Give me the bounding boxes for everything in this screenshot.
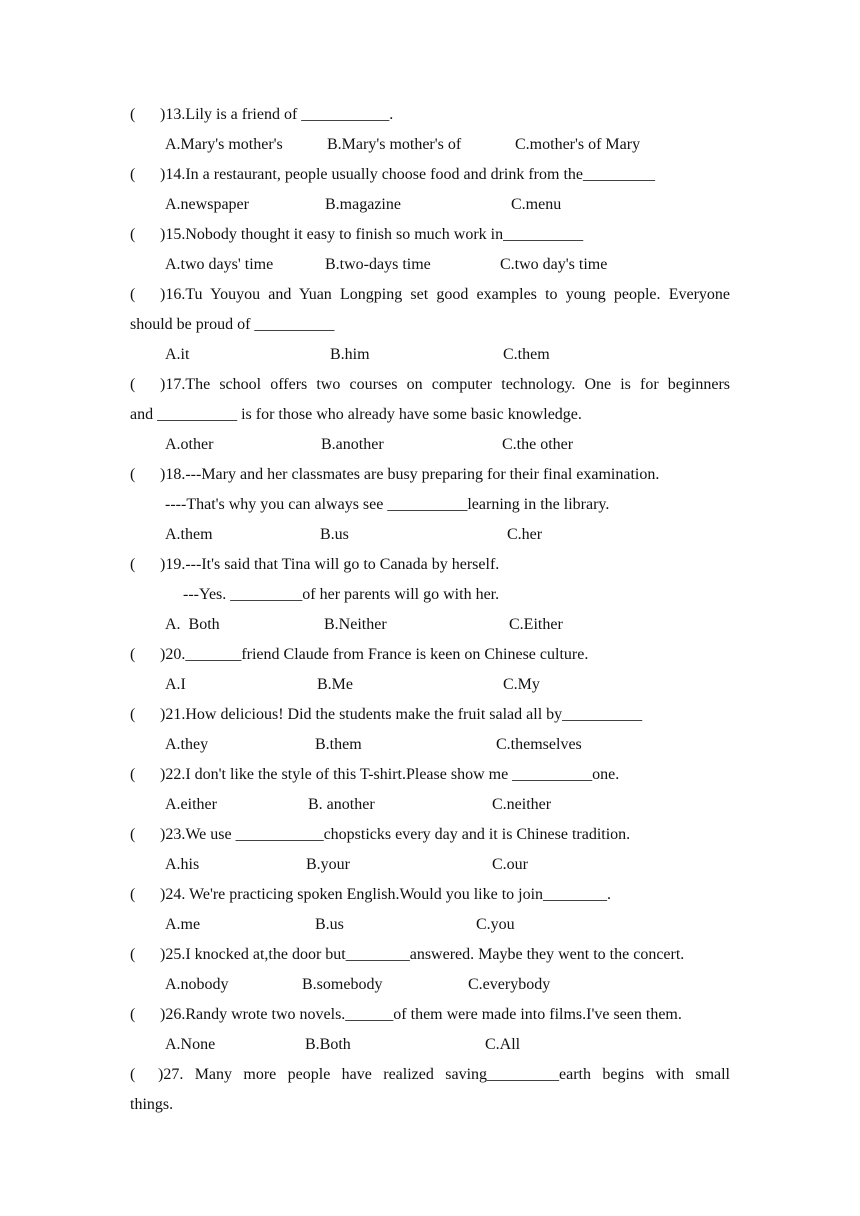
question-15 — [130, 220, 730, 250]
question-stem: )14.In a restaurant, people usually choose food and drink from the_________ — [160, 166, 655, 183]
question-stem: )24. We're practicing spoken English.Would you like to join________. — [160, 886, 612, 903]
options-24 — [130, 910, 730, 940]
question-stem: )17.The school offers two courses on computer technology. One is for beginners — [160, 376, 730, 393]
question-stem: )13.Lily is a friend of ___________. — [160, 106, 394, 123]
question-stem: )27. Many more people have realized saving_________earth begins with small — [158, 1066, 730, 1083]
question-14 — [130, 160, 730, 190]
option-b: B.us — [315, 916, 344, 933]
option-b: B.us — [320, 526, 349, 543]
option-b: B.your — [306, 856, 350, 873]
option-c: C.Either — [509, 616, 563, 633]
options-25 — [130, 970, 730, 1000]
option-c: C.you — [476, 916, 515, 933]
option-b: B.Mary's mother's of — [327, 136, 462, 153]
options-16 — [130, 340, 730, 370]
question-stem: )18.---Mary and her classmates are busy preparing for their final examination. — [160, 466, 660, 483]
answer-bracket: ( — [130, 466, 136, 483]
answer-bracket: ( — [130, 106, 136, 123]
question-18 — [130, 460, 730, 490]
answer-bracket: ( — [130, 706, 136, 723]
option-c: C.mother's of Mary — [515, 136, 641, 153]
answer-bracket: ( — [130, 1066, 136, 1083]
options-19 — [130, 610, 730, 640]
option-c: C.the other — [502, 436, 574, 453]
question-25 — [130, 940, 730, 970]
option-b: B.Both — [305, 1036, 351, 1053]
question-27-continued: things. — [130, 1096, 174, 1113]
options-22 — [130, 790, 730, 820]
option-c: C.All — [485, 1036, 521, 1053]
answer-bracket: ( — [130, 946, 136, 963]
options-14 — [130, 190, 730, 220]
option-a: A.me — [165, 916, 201, 933]
option-b: B. another — [308, 796, 375, 813]
question-stem: )16.Tu Youyou and Yuan Longping set good examples to young people. Everyone — [160, 286, 730, 303]
answer-bracket: ( — [130, 646, 136, 663]
option-b: B.somebody — [302, 976, 383, 993]
option-c: C.menu — [511, 196, 562, 213]
answer-bracket: ( — [130, 556, 136, 573]
options-17 — [130, 430, 730, 460]
question-22 — [130, 760, 730, 790]
question-18-response: ----That's why you can always see __________learning in the library. — [165, 496, 610, 513]
option-a: A.two days' time — [165, 256, 274, 273]
question-stem: )19.---It's said that Tina will go to Canada by herself. — [160, 556, 500, 573]
option-a: A.his — [165, 856, 200, 873]
options-26 — [130, 1030, 730, 1060]
options-15 — [130, 250, 730, 280]
question-stem: )25.I knocked at,the door but________answered. Maybe they went to the concert. — [160, 946, 685, 963]
option-c: C.neither — [492, 796, 552, 813]
option-a: A.newspaper — [165, 196, 249, 213]
options-20 — [130, 670, 730, 700]
answer-bracket: ( — [130, 886, 136, 903]
question-21 — [130, 700, 730, 730]
options-21 — [130, 730, 730, 760]
option-b: B.them — [315, 736, 362, 753]
option-a: A.either — [165, 796, 217, 813]
option-c: C.her — [507, 526, 543, 543]
answer-bracket: ( — [130, 286, 136, 303]
question-20 — [130, 640, 730, 670]
options-23 — [130, 850, 730, 880]
option-c: C.two day's time — [500, 256, 608, 273]
option-b: B.magazine — [325, 196, 401, 213]
answer-bracket: ( — [130, 1006, 136, 1023]
option-b: B.Neither — [324, 616, 387, 633]
option-c: C.My — [503, 676, 540, 693]
option-a: A.it — [165, 346, 190, 363]
question-16 — [130, 280, 730, 310]
option-b: B.two-days time — [325, 256, 431, 273]
option-c: C.them — [503, 346, 550, 363]
option-a: A.None — [165, 1036, 216, 1053]
question-13 — [130, 100, 730, 130]
option-b: B.him — [330, 346, 370, 363]
option-c: C.our — [492, 856, 528, 873]
option-c: C.themselves — [496, 736, 582, 753]
question-26 — [130, 1000, 730, 1030]
option-a: A. Both — [165, 616, 220, 633]
option-a: A.them — [165, 526, 213, 543]
question-stem: )22.I don't like the style of this T-shirt.Please show me __________one. — [160, 766, 620, 783]
answer-bracket: ( — [130, 376, 136, 393]
option-a: A.I — [165, 676, 186, 693]
question-17-continued: and __________ is for those who already have some basic knowledge. — [130, 406, 582, 423]
option-b: B.Me — [317, 676, 353, 693]
answer-bracket: ( — [130, 826, 136, 843]
question-stem: )21.How delicious! Did the students make the fruit salad all by__________ — [160, 706, 643, 723]
question-27 — [130, 1060, 730, 1090]
option-a: A.Mary's mother's — [165, 136, 283, 153]
question-17 — [130, 370, 730, 400]
question-stem: )26.Randy wrote two novels.______of them were made into films.I've seen them. — [160, 1006, 682, 1023]
answer-bracket: ( — [130, 166, 136, 183]
options-13 — [130, 130, 730, 160]
answer-bracket: ( — [130, 226, 136, 243]
question-list — [130, 100, 730, 1120]
option-a: A.other — [165, 436, 214, 453]
question-23 — [130, 820, 730, 850]
option-b: B.another — [321, 436, 384, 453]
answer-bracket: ( — [130, 766, 136, 783]
question-24 — [130, 880, 730, 910]
question-19 — [130, 550, 730, 580]
question-16-continued: should be proud of __________ — [130, 316, 335, 333]
question-stem: )15.Nobody thought it easy to finish so much work in__________ — [160, 226, 584, 243]
option-a: A.they — [165, 736, 209, 753]
question-stem: )20._______friend Claude from France is keen on Chinese culture. — [160, 646, 589, 663]
options-18 — [130, 520, 730, 550]
option-a: A.nobody — [165, 976, 229, 993]
question-stem: )23.We use ___________chopsticks every day and it is Chinese tradition. — [160, 826, 631, 843]
option-c: C.everybody — [468, 976, 551, 993]
question-19-response: ---Yes. _________of her parents will go with her. — [183, 586, 500, 603]
